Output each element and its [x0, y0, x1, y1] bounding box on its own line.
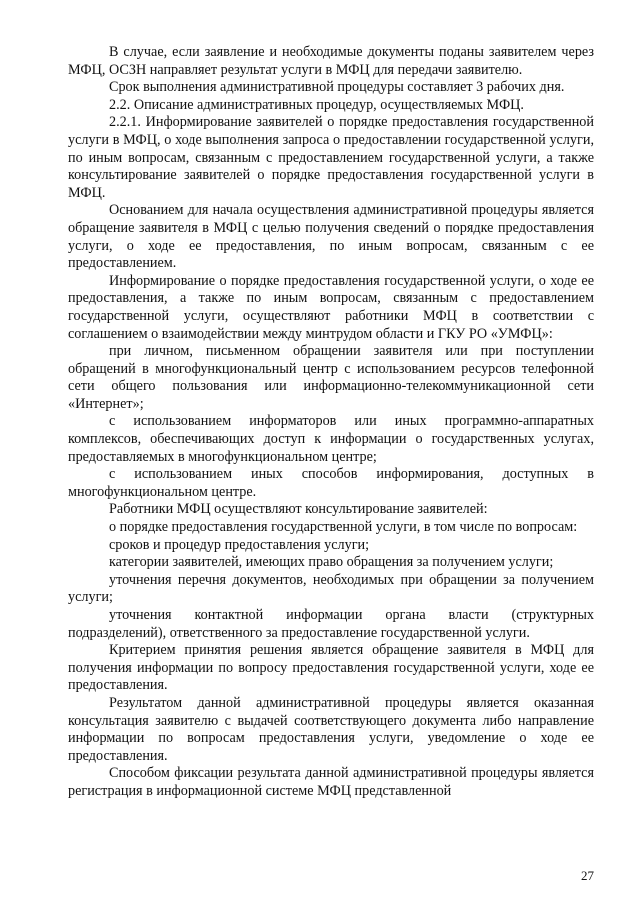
paragraph: Информирование о порядке предоставления государственной услуги, о ходе ее предоставления, а также по иным вопросам, связанным с предоставлением государственной услуги, осуществляют работники МФЦ в соответствии с соглашением о взаимодействии между минтрудом области и ГКУ РО «УМФЦ»:	[68, 272, 594, 342]
paragraph: Работники МФЦ осуществляют консультирование заявителей:	[109, 501, 488, 518]
paragraph: Срок выполнения административной процедуры составляет 3 рабочих дня.	[109, 79, 565, 96]
list-item: категории заявителей, имеющих право обращения за получением услуги;	[109, 554, 554, 571]
list-item: при личном, письменном обращении заявителя или при поступлении обращений в многофункциональный центр с использованием ресурсов телефонной сети общего пользования или информационно-телекоммуникационной сети «Интернет»;	[68, 343, 594, 412]
list-item: уточнения перечня документов, необходимых при обращении за получением услуги;	[68, 571, 594, 606]
paragraph: Способом фиксации результата данной административной процедуры является регистрация в информационной системе МФЦ представленной	[68, 765, 594, 799]
paragraph: Основанием для начала осуществления административной процедуры является обращение заявителя в МФЦ с целью получения сведений о порядке предоставления услуги, о ходе ее предоставления, по иным вопросам, связанным с ее предоставлением.	[68, 202, 594, 272]
list-item: уточнения контактной информации органа власти (структурных подразделений), ответственного за предоставление государственной услуги.	[68, 607, 594, 641]
document-page	[68, 44, 594, 801]
paragraph: Результатом данной административной процедуры является оказанная консультация заявителю с выдачей соответствующего документа либо направление информации по вопросам предоставления услуги, уведомление о ходе ее предоставления.	[68, 694, 594, 764]
page-number: 27	[581, 868, 594, 883]
paragraph: В случае, если заявление и необходимые документы поданы заявителем через МФЦ, ОСЗН направляет результат услуги в МФЦ для передачи заявителю.	[68, 44, 594, 78]
section-heading: 2.2. Описание административных процедур, осуществляемых МФЦ.	[109, 96, 524, 113]
list-item: с использованием иных способов информирования, доступных в многофункциональном центре.	[68, 466, 594, 500]
list-item: о порядке предоставления государственной услуги, в том числе по вопросам:	[109, 519, 578, 536]
list-item: с использованием информаторов или иных программно-аппаратных комплексов, обеспечивающих доступ к информации о государственных услугах, предоставляемых в многофункциональном центре;	[68, 413, 594, 465]
paragraph: Критерием принятия решения является обращение заявителя в МФЦ для получения информации по вопросу предоставления государственной услуги, ходе ее предоставления.	[68, 642, 594, 694]
list-item: сроков и процедур предоставления услуги;	[109, 536, 370, 553]
subsection-heading: 2.2.1. Информирование заявителей о порядке предоставления государственной услуги в МФЦ, о ходе выполнения запроса о предоставлении государственной услуги, по иным вопросам, связанным с предоставлением государственной услуги, а также консультирование заявителей о порядке предоставления государственной услуги в МФЦ.	[68, 114, 594, 201]
